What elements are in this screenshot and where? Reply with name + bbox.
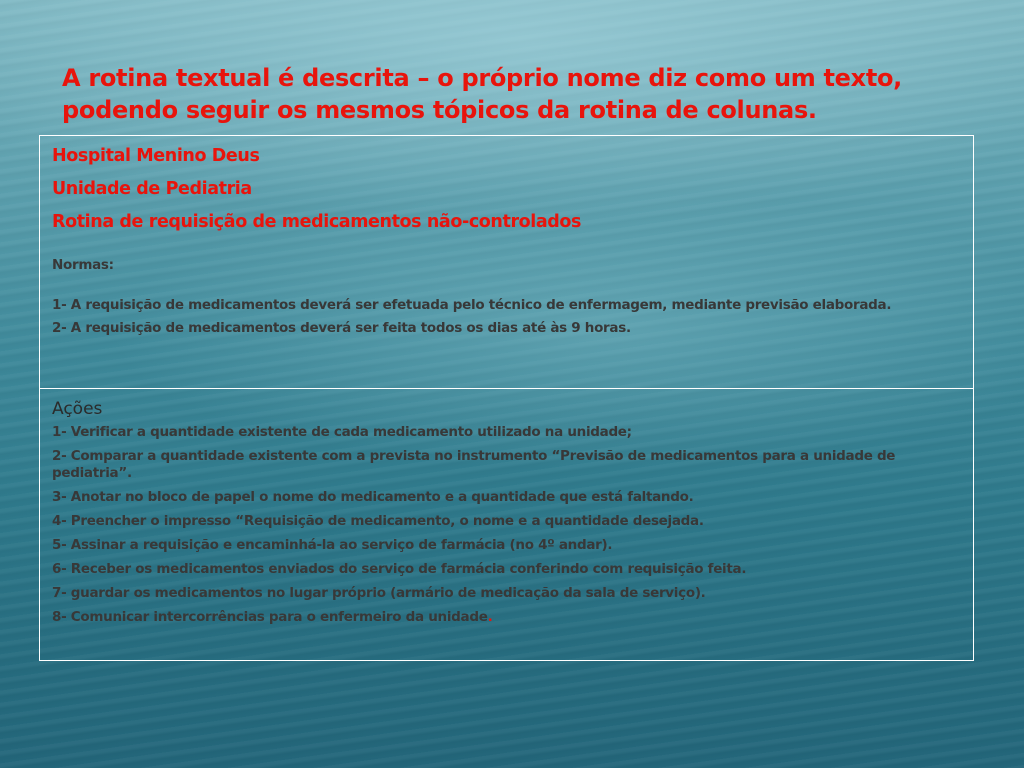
acao-item: 6- Receber os medicamentos enviados do serviço de farmácia conferindo com requisição feita. [52, 561, 747, 577]
slide-title: A rotina textual é descrita – o próprio nome diz como um texto, podendo seguir os mesmos tópicos da rotina de colunas. [62, 64, 903, 124]
acoes-heading: Ações [52, 399, 103, 419]
acao-item: 3- Anotar no bloco de papel o nome do medicamento e a quantidade que está faltando. [52, 489, 694, 505]
acao-item: 5- Assinar a requisição e encaminhá-la ao serviço de farmácia (no 4º andar). [52, 537, 613, 553]
acao-item: 7- guardar os medicamentos no lugar próprio (armário de medicação da sala de serviço). [52, 585, 706, 601]
routine-title: Rotina de requisição de medicamentos não-controlados [52, 212, 582, 232]
norma-item: 1- A requisição de medicamentos deverá ser efetuada pelo técnico de enfermagem, mediante previsão elaborada. [52, 297, 892, 313]
acao-item-last-text: 8- Comunicar intercorrências para o enfermeiro da unidade [52, 609, 488, 625]
acao-item: 4- Preencher o impresso “Requisição de medicamento, o nome e a quantidade desejada. [52, 513, 704, 529]
norma-item: 2- A requisição de medicamentos deverá ser feita todos os dias até às 9 horas. [52, 320, 631, 336]
normas-label: Normas: [52, 257, 114, 273]
acao-item: 2- Comparar a quantidade existente com a prevista no instrumento “Previsão de medicamentos para a unidade de pediatria”. [52, 448, 896, 481]
acao-item: 1- Verificar a quantidade existente de cada medicamento utilizado na unidade; [52, 424, 632, 440]
acao-item-last [52, 609, 961, 626]
content-table [39, 135, 974, 661]
normas-cell [40, 136, 973, 389]
unit-name: Unidade de Pediatria [52, 179, 252, 199]
acoes-cell [40, 389, 973, 660]
acao-item-last-period: . [487, 609, 493, 625]
hospital-name: Hospital Menino Deus [52, 146, 260, 166]
